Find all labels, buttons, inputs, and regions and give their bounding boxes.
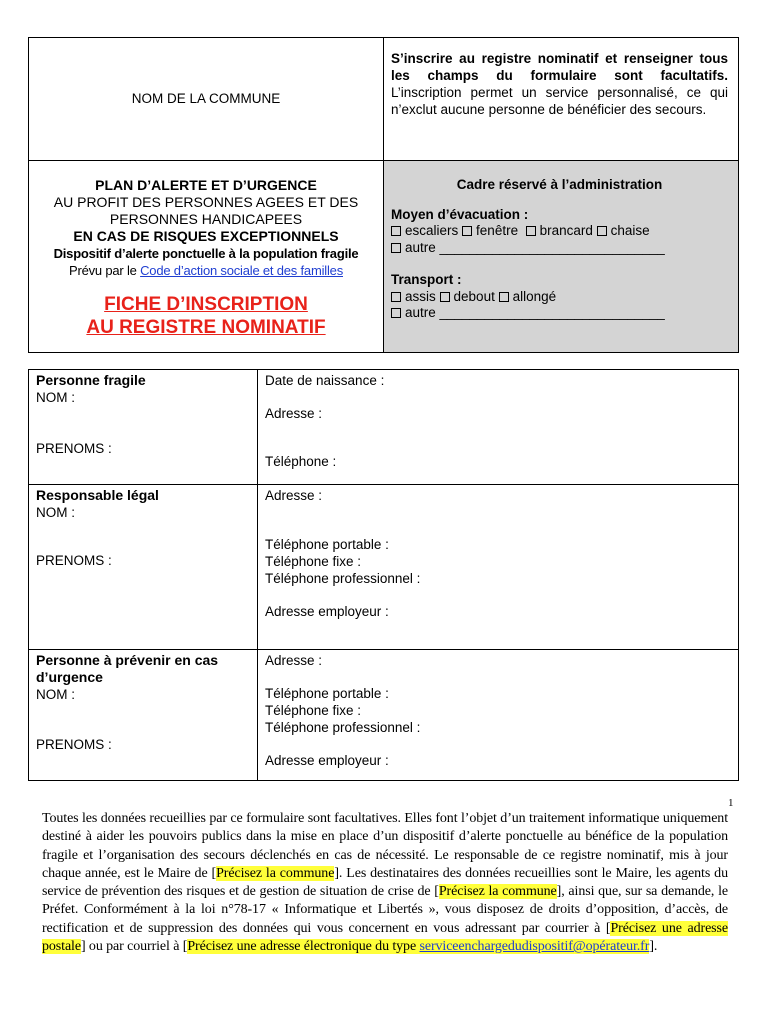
registration-form: [28, 369, 739, 781]
commune-label: NOM DE LA COMMUNE: [131, 90, 281, 106]
transport-other: [391, 305, 728, 322]
checkbox-assis[interactable]: [391, 292, 401, 302]
legal-pro-field[interactable]: Téléphone professionnel :: [265, 571, 421, 586]
checkbox-allonge[interactable]: [499, 292, 509, 302]
option-debout: debout: [453, 288, 495, 304]
emergency-right: [258, 650, 738, 780]
placeholder-email-text: Précisez une adresse électronique du type: [187, 939, 420, 955]
checkbox-fenetre[interactable]: [462, 226, 472, 236]
legal-left: [29, 485, 258, 650]
fragile-left: [29, 370, 258, 485]
plan-dispositif: Dispositif d’alerte ponctuelle à la population fragile: [53, 246, 359, 261]
plan-cell: [29, 161, 384, 352]
fragile-phone-field[interactable]: Téléphone :: [265, 454, 337, 469]
plan-subtitle: AU PROFIT DES PERSONNES AGEES ET DES PERSONNES HANDICAPEES: [53, 194, 359, 227]
fragile-address-field[interactable]: Adresse :: [265, 406, 323, 421]
legal-text-4: ] ou par courriel à [: [80, 939, 188, 955]
emergency-pro-field[interactable]: Téléphone professionnel :: [265, 720, 421, 735]
emergency-employer-field[interactable]: Adresse employeur :: [265, 753, 389, 768]
emergency-mobile-field[interactable]: Téléphone portable :: [265, 686, 389, 701]
header-table: [28, 37, 739, 353]
info-cell: [384, 38, 738, 161]
transport-label: Transport :: [391, 272, 462, 287]
emergency-nom-field[interactable]: NOM :: [36, 687, 75, 702]
legal-employer-field[interactable]: Adresse employeur :: [265, 604, 389, 619]
admin-title: Cadre réservé à l’administration: [456, 177, 663, 192]
legal-notice: [42, 810, 728, 956]
legal-fixed-field[interactable]: Téléphone fixe :: [265, 554, 362, 569]
checkbox-trans-autre[interactable]: [391, 308, 401, 318]
legal-mobile-field[interactable]: Téléphone portable :: [265, 537, 389, 552]
code-action-sociale-link[interactable]: Code d’action sociale et des familles: [140, 263, 343, 278]
evacuation-label: Moyen d’évacuation :: [391, 206, 529, 222]
checkbox-evac-autre[interactable]: [391, 243, 401, 253]
placeholder-email: [187, 939, 649, 954]
option-allonge: allongé: [512, 288, 557, 304]
legal-text-2: ]. Les destinataires des données recueillies sont le Maire, les agents du service de prévention des risques et de gestion de situation de crise de [: [42, 865, 728, 900]
placeholder-commune-2: Précisez la commune: [438, 884, 557, 900]
emergency-prenoms-field[interactable]: PRENOMS :: [36, 737, 112, 752]
fragile-prenoms-field[interactable]: PRENOMS :: [36, 441, 112, 456]
evacuation-options: [391, 223, 728, 240]
option-brancard: brancard: [539, 223, 593, 238]
option-escaliers: escaliers: [405, 223, 459, 238]
transport-options: [391, 289, 728, 306]
option-assis: assis: [405, 288, 436, 304]
placeholder-commune-1: Précisez la commune: [216, 865, 335, 881]
emergency-left: [29, 650, 258, 780]
checkbox-escaliers[interactable]: [391, 226, 401, 236]
checkbox-debout[interactable]: [440, 292, 450, 302]
option-chaise: chaise: [610, 223, 650, 238]
emergency-fixed-field[interactable]: Téléphone fixe :: [265, 703, 362, 718]
info-bold: S’inscrire au registre nominatif et renseigner tous les champs du formulaire sont facultatifs.: [391, 51, 728, 83]
commune-cell: [29, 38, 384, 161]
option-fenetre: fenêtre: [476, 223, 519, 238]
evacuation-other: [391, 240, 728, 257]
email-link[interactable]: serviceenchargedudispositif@opérateur.fr: [419, 939, 650, 955]
fiche-line1: FICHE D’INSCRIPTION: [104, 294, 308, 315]
legal-nom-field[interactable]: NOM :: [36, 505, 75, 520]
legal-text-5: ].: [649, 939, 658, 955]
admin-cell: [384, 161, 738, 352]
fiche-title: [29, 293, 383, 339]
legal-text-3: ], ainsi que, sur sa demande, le Préfet. Conformément à la loi n°78-17 « Informatique et Libertés », vous disposez de droits d’opposition, d’accès, de rectification et de suppression des données qui vous concernent en vous adressant par courrier à [: [42, 884, 728, 936]
legal-address-field[interactable]: Adresse :: [265, 488, 323, 503]
evac-other-field[interactable]: autre ______________________________: [405, 239, 665, 255]
info-text: L’inscription permet un service personnalisé, ce qui n’exclut aucune personne de bénéficier des secours.: [391, 85, 728, 117]
checkbox-chaise[interactable]: [597, 226, 607, 236]
fragile-title: Personne fragile: [36, 372, 146, 388]
plan-risks: EN CAS DE RISQUES EXCEPTIONNELS: [73, 228, 339, 244]
placeholder-postal-address: Précisez une adresse postale: [42, 920, 728, 955]
legal-prenoms-field[interactable]: PRENOMS :: [36, 553, 112, 568]
fragile-nom-field[interactable]: NOM :: [36, 390, 75, 405]
trans-other-field[interactable]: autre ______________________________: [405, 305, 665, 320]
plan-title: PLAN D’ALERTE ET D’URGENCE: [95, 177, 317, 193]
legal-title: Responsable légal: [36, 487, 159, 503]
checkbox-brancard[interactable]: [526, 226, 536, 236]
legal-right: [258, 485, 738, 650]
page-number: 1: [728, 797, 734, 809]
fragile-birth-field[interactable]: Date de naissance :: [265, 373, 385, 388]
fiche-line2: AU REGISTRE NOMINATIF: [86, 317, 326, 338]
emergency-title: Personne à prévenir en cas d’urgence: [36, 652, 219, 685]
plan-legal-ref: [29, 262, 383, 279]
emergency-address-field[interactable]: Adresse :: [265, 653, 323, 668]
plan-legal-prefix: Prévu par le: [69, 263, 141, 278]
fragile-right: [258, 370, 738, 485]
legal-text-1: Toutes les données recueillies par ce formulaire sont facultatives. Elles font l’objet d’un traitement informatique uniquement destiné à aider les pouvoirs publics dans la mise en place d’un dispositif d’alerte ponctuelle au bénéfice de la population fragile et l’organisation des secours déclenchés en cas de nécessité. Le responsable de ce registre nominatif, mis à jour chaque année, est le Maire de [: [42, 811, 728, 881]
